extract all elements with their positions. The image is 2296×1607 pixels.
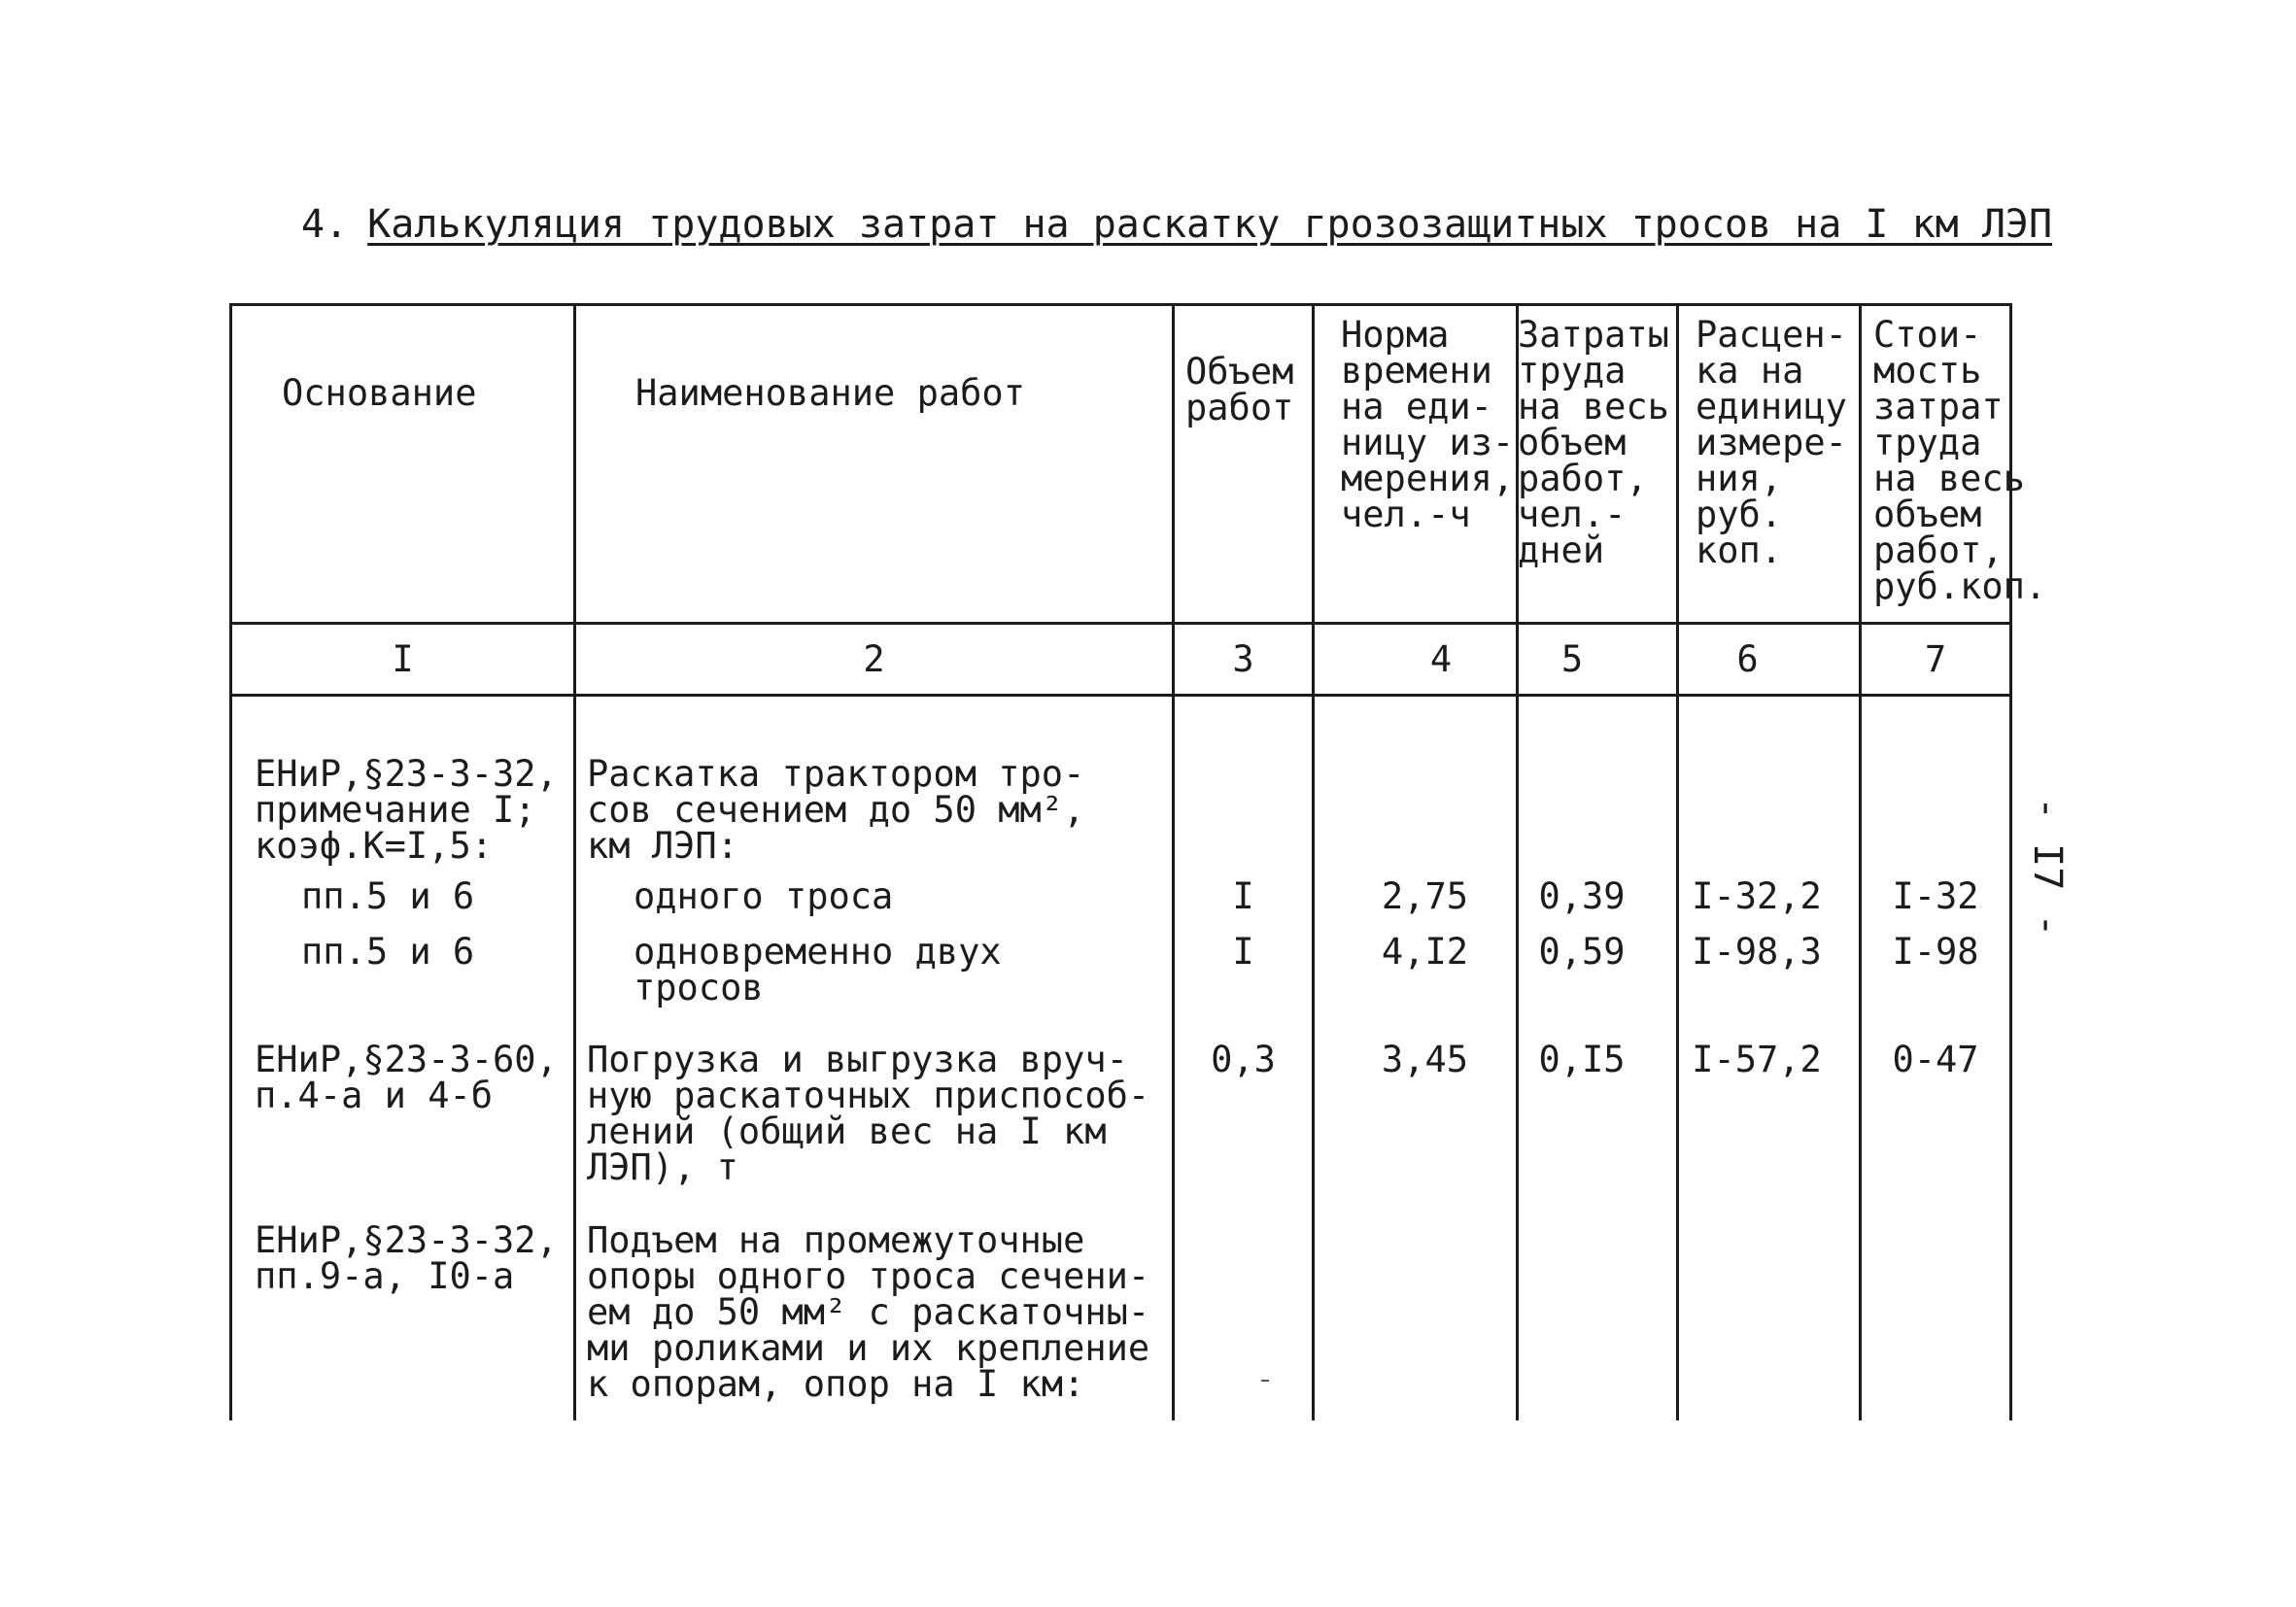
row-unit-rate: I-98,3 xyxy=(1692,931,1822,973)
row-total-cost: 0-47 xyxy=(1892,1039,1979,1080)
header-basis: Основание xyxy=(282,372,477,414)
column-divider xyxy=(1676,303,1679,1420)
row-total-cost: I-32 xyxy=(1892,875,1979,917)
row-labor-total: 0,39 xyxy=(1538,875,1626,917)
column-divider xyxy=(1172,303,1175,1420)
column-number: 2 xyxy=(863,638,885,680)
row-basis: ЕНиР,§23-3-32, пп.9-а, I0-а xyxy=(255,1219,558,1297)
table-border-left xyxy=(229,303,232,1420)
row-unit-rate: I-32,2 xyxy=(1692,875,1822,917)
row-time-norm: 3,45 xyxy=(1381,1039,1468,1080)
column-divider xyxy=(1859,303,1862,1420)
row-time-norm: 4,I2 xyxy=(1381,931,1468,973)
header-labor-total: Затраты труда на весь объем работ, чел.- дней xyxy=(1518,314,1669,571)
header-total-cost: Стои- мость затрат труда на весь объем работ, руб.коп. xyxy=(1873,314,2047,607)
header-work-name: Наименование работ xyxy=(635,372,1025,414)
row-basis: ЕНиР,§23-3-60, п.4-а и 4-б xyxy=(255,1039,558,1116)
row-labor-total: 0,I5 xyxy=(1538,1039,1626,1080)
row-work-name: Погрузка и выгрузка вруч- ную раскаточных приспособ- лений (общий вес на I км ЛЭП), т xyxy=(587,1039,1150,1188)
row-volume: I xyxy=(1232,931,1254,973)
row-work-name: Подъем на промежуточные опоры одного троса сечени- ем до 50 мм² с раскаточны- ми роликами и их крепление к опорам, опор на I км: xyxy=(587,1219,1150,1405)
row-basis: ЕНиР,§23-3-32, примечание I; коэф.К=I,5: xyxy=(255,753,558,867)
row-basis: пп.5 и 6 xyxy=(301,875,475,917)
column-number: 7 xyxy=(1924,638,1947,680)
row-work-name: одного троса xyxy=(634,875,894,917)
stray-mark xyxy=(1261,1380,1269,1382)
row-labor-total: 0,59 xyxy=(1538,931,1626,973)
header-unit-rate: Расцен- ка на единицу измере- ния, руб. коп. xyxy=(1696,314,1847,571)
row-volume: I xyxy=(1232,875,1254,917)
column-divider xyxy=(573,303,576,1420)
column-number: 3 xyxy=(1232,638,1254,680)
row-time-norm: 2,75 xyxy=(1381,875,1468,917)
row-work-name: одновременно двух тросов xyxy=(634,931,1002,1009)
row-unit-rate: I-57,2 xyxy=(1692,1039,1822,1080)
column-number: 5 xyxy=(1560,638,1584,680)
page-title xyxy=(301,202,2052,247)
column-number: 6 xyxy=(1736,638,1759,680)
header-volume: Объем работ xyxy=(1185,351,1294,428)
column-number: 4 xyxy=(1429,638,1453,680)
column-divider xyxy=(1312,303,1315,1420)
column-number: I xyxy=(392,638,414,680)
page-number: - I7 - xyxy=(2025,797,2070,938)
header-time-norm: Норма времени на еди- ницу из- мерения, чел.-ч xyxy=(1341,314,1515,535)
section-number: 4. xyxy=(301,202,349,247)
header-divider xyxy=(229,622,2012,625)
row-volume: 0,3 xyxy=(1211,1039,1276,1080)
table-border-top xyxy=(229,303,2012,306)
section-title: Калькуляция трудовых затрат на раскатку грозозащитных тросов на I км ЛЭП xyxy=(367,202,2053,247)
row-total-cost: I-98 xyxy=(1892,931,1979,973)
column-numbers-divider xyxy=(229,694,2012,697)
row-basis: пп.5 и 6 xyxy=(301,931,475,973)
row-work-name: Раскатка трактором тро- сов сечением до 50 мм², км ЛЭП: xyxy=(587,753,1085,867)
